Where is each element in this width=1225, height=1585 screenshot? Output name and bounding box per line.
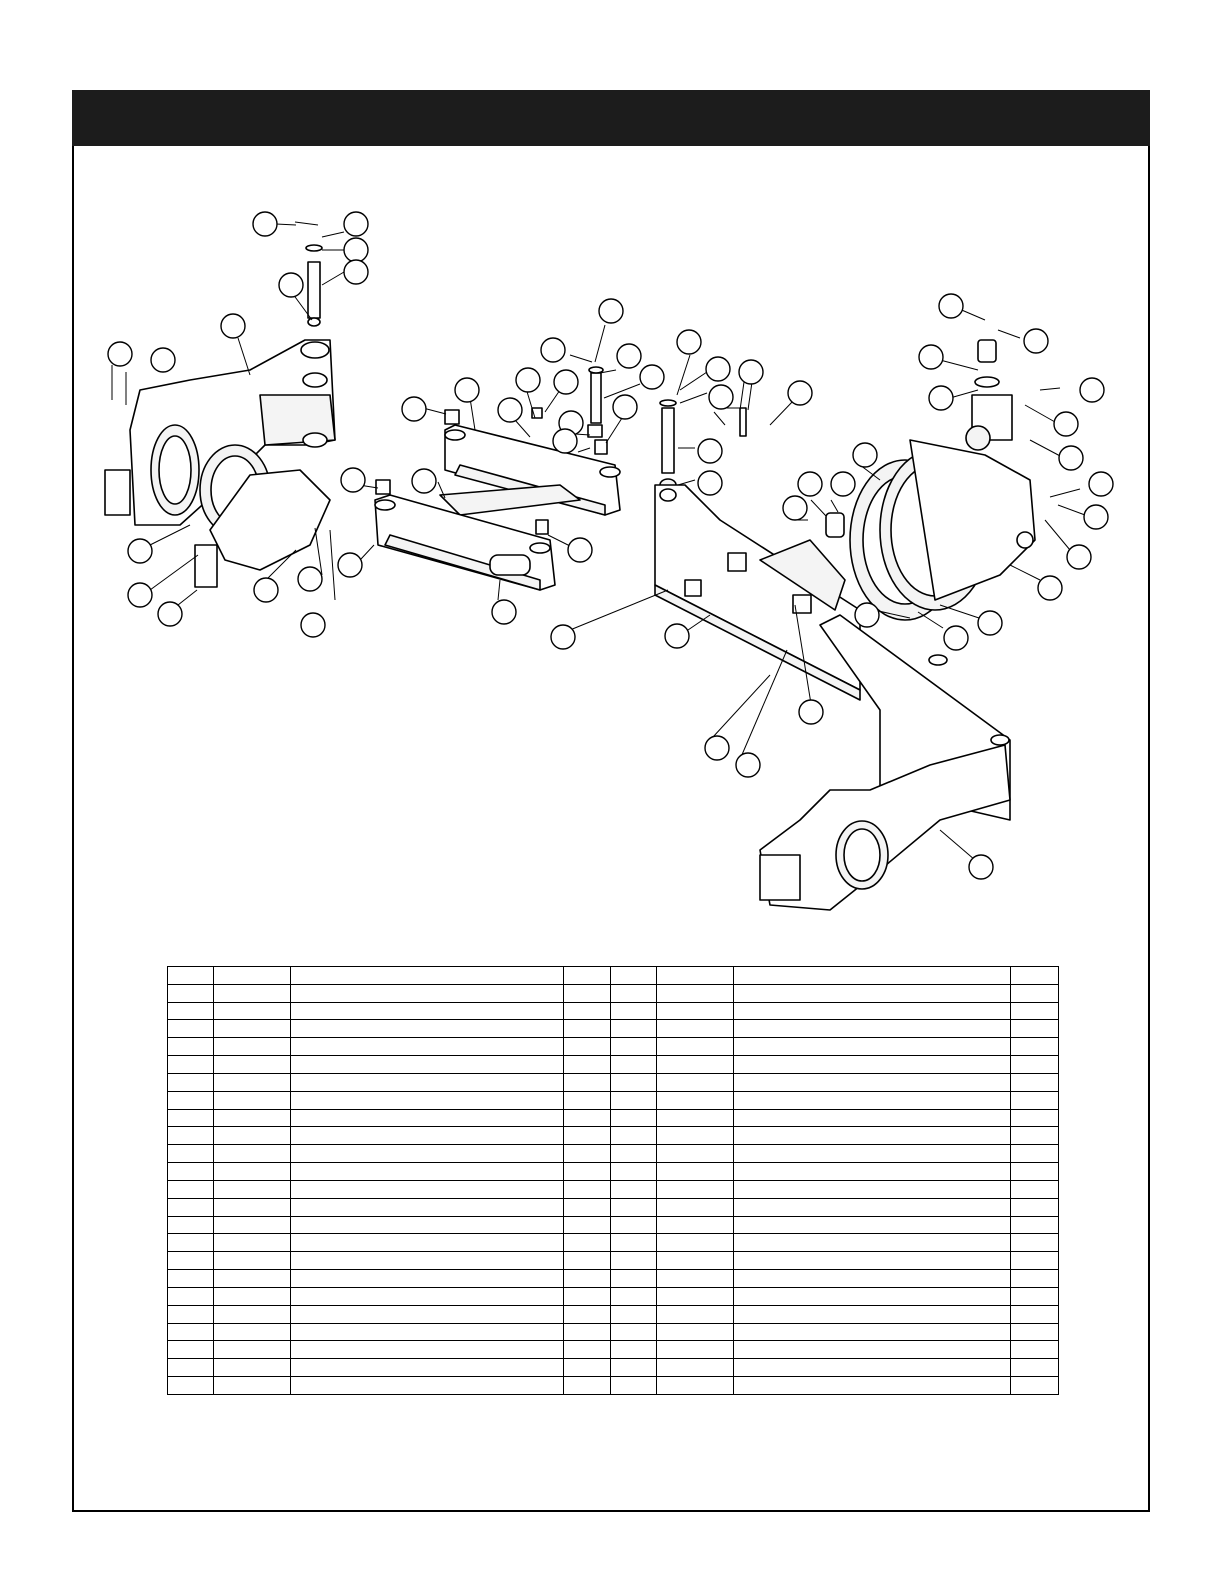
table-cell	[291, 1020, 564, 1038]
table-row	[168, 1163, 1059, 1181]
table-cell	[564, 1287, 611, 1305]
table-cell	[291, 1305, 564, 1323]
table-cell	[657, 1020, 734, 1038]
table-cell	[611, 1216, 657, 1234]
table-cell	[611, 1377, 657, 1395]
table-row	[168, 1002, 1059, 1020]
table-cell	[734, 1359, 1011, 1377]
table-cell	[657, 1270, 734, 1288]
table-cell	[168, 1073, 214, 1091]
table-cell	[214, 1252, 291, 1270]
table-cell	[564, 1359, 611, 1377]
table-cell	[168, 1038, 214, 1056]
table-cell	[657, 1234, 734, 1252]
table-cell	[611, 1145, 657, 1163]
table-cell	[168, 1091, 214, 1109]
table-row	[168, 1216, 1059, 1234]
table-cell	[1011, 1305, 1059, 1323]
table-cell	[168, 1002, 214, 1020]
table-cell	[168, 1145, 214, 1163]
table-cell	[1011, 1056, 1059, 1074]
table-cell	[168, 1359, 214, 1377]
table-cell	[1011, 1234, 1059, 1252]
table-row	[168, 1020, 1059, 1038]
table-cell	[214, 1002, 291, 1020]
table-cell	[291, 1216, 564, 1234]
table-cell	[1011, 1341, 1059, 1359]
table-cell	[291, 1359, 564, 1377]
table-row	[168, 1323, 1059, 1341]
table-cell	[657, 1287, 734, 1305]
table-cell	[657, 1002, 734, 1020]
table-cell	[734, 1216, 1011, 1234]
table-row	[168, 1234, 1059, 1252]
table-row	[168, 1252, 1059, 1270]
table-cell	[611, 1198, 657, 1216]
table-cell	[564, 1163, 611, 1181]
table-cell	[214, 1073, 291, 1091]
table-row	[168, 1127, 1059, 1145]
rotator-assembly	[826, 340, 1080, 620]
table-header-cell	[734, 967, 1011, 985]
table-cell	[1011, 1163, 1059, 1181]
table-cell	[564, 1056, 611, 1074]
table-cell	[1011, 1216, 1059, 1234]
table-cell	[291, 984, 564, 1002]
table-cell	[291, 1038, 564, 1056]
table-cell	[1011, 1198, 1059, 1216]
table-cell	[291, 1145, 564, 1163]
table-cell	[564, 1127, 611, 1145]
table-cell	[734, 1234, 1011, 1252]
table-cell	[611, 1305, 657, 1323]
table-row	[168, 1073, 1059, 1091]
table-cell	[564, 1270, 611, 1288]
table-cell	[657, 984, 734, 1002]
table-cell	[214, 1305, 291, 1323]
table-cell	[168, 1163, 214, 1181]
table-cell	[1011, 1038, 1059, 1056]
table-cell	[611, 984, 657, 1002]
table-cell	[657, 1359, 734, 1377]
table-cell	[611, 1002, 657, 1020]
table-cell	[291, 1198, 564, 1216]
table-header-cell	[564, 967, 611, 985]
table-cell	[214, 1163, 291, 1181]
table-cell	[611, 1091, 657, 1109]
table-cell	[214, 1323, 291, 1341]
table-cell	[1011, 1073, 1059, 1091]
table-cell	[657, 1145, 734, 1163]
table-cell	[611, 1073, 657, 1091]
table-cell	[611, 1056, 657, 1074]
table-cell	[214, 1216, 291, 1234]
table-row	[168, 1270, 1059, 1288]
table-cell	[564, 1020, 611, 1038]
table-cell	[168, 1287, 214, 1305]
table-cell	[657, 1216, 734, 1234]
table-cell	[734, 1341, 1011, 1359]
table-row	[168, 1038, 1059, 1056]
table-cell	[734, 1091, 1011, 1109]
table-cell	[214, 1109, 291, 1127]
table-cell	[611, 1127, 657, 1145]
table-cell	[1011, 1252, 1059, 1270]
table-cell	[657, 1198, 734, 1216]
table-cell	[214, 1020, 291, 1038]
table-header-cell	[657, 967, 734, 985]
table-cell	[214, 1341, 291, 1359]
table-cell	[657, 1109, 734, 1127]
table-cell	[291, 1341, 564, 1359]
table-cell	[214, 1198, 291, 1216]
table-cell	[734, 1056, 1011, 1074]
table-cell	[564, 1252, 611, 1270]
table-cell	[734, 1038, 1011, 1056]
parts-list-table	[167, 966, 1059, 1395]
table-cell	[734, 1020, 1011, 1038]
table-cell	[611, 1020, 657, 1038]
table-cell	[291, 1109, 564, 1127]
table-header-cell	[291, 967, 564, 985]
table-cell	[564, 1377, 611, 1395]
table-cell	[291, 1180, 564, 1198]
table-cell	[168, 1341, 214, 1359]
table-cell	[168, 1252, 214, 1270]
table-cell	[168, 1127, 214, 1145]
table-cell	[1011, 984, 1059, 1002]
table-cell	[168, 1109, 214, 1127]
table-cell	[1011, 1127, 1059, 1145]
table-cell	[214, 1287, 291, 1305]
table-cell	[564, 1038, 611, 1056]
table-cell	[291, 1323, 564, 1341]
table-cell	[657, 1091, 734, 1109]
table-cell	[1011, 1109, 1059, 1127]
table-cell	[214, 1377, 291, 1395]
table-cell	[291, 1163, 564, 1181]
table-cell	[657, 1163, 734, 1181]
table-cell	[168, 1377, 214, 1395]
table-cell	[657, 1252, 734, 1270]
table-row	[168, 1341, 1059, 1359]
table-row	[168, 1287, 1059, 1305]
table-header-cell	[214, 967, 291, 985]
table-cell	[214, 1234, 291, 1252]
table-cell	[564, 1305, 611, 1323]
table-cell	[1011, 1287, 1059, 1305]
table-row	[168, 1377, 1059, 1395]
table-cell	[657, 1056, 734, 1074]
table-row	[168, 1091, 1059, 1109]
table-cell	[291, 1377, 564, 1395]
upper-link-assembly	[440, 408, 620, 515]
table-cell	[734, 1073, 1011, 1091]
table-cell	[291, 1091, 564, 1109]
table-cell	[564, 1216, 611, 1234]
table-cell	[168, 984, 214, 1002]
table-cell	[564, 1002, 611, 1020]
table-cell	[734, 1109, 1011, 1127]
table-row	[168, 1109, 1059, 1127]
table-cell	[657, 1127, 734, 1145]
table-cell	[291, 1056, 564, 1074]
table-cell	[1011, 1270, 1059, 1288]
table-row	[168, 1359, 1059, 1377]
table-cell	[168, 1270, 214, 1288]
table-cell	[291, 1252, 564, 1270]
table-cell	[168, 1198, 214, 1216]
table-cell	[611, 1287, 657, 1305]
table-cell	[611, 1359, 657, 1377]
table-cell	[564, 1341, 611, 1359]
table-header-cell	[168, 967, 214, 985]
table-header-cell	[1011, 967, 1059, 985]
table-cell	[168, 1056, 214, 1074]
table-cell	[564, 1198, 611, 1216]
table-cell	[168, 1305, 214, 1323]
table-cell	[611, 1252, 657, 1270]
table-row	[168, 1145, 1059, 1163]
table-cell	[657, 1323, 734, 1341]
table-cell	[657, 1180, 734, 1198]
table-header-row	[168, 967, 1059, 985]
table-cell	[214, 1091, 291, 1109]
table-cell	[657, 1377, 734, 1395]
table-cell	[214, 1180, 291, 1198]
table-cell	[564, 1073, 611, 1091]
table-row	[168, 1056, 1059, 1074]
table-cell	[1011, 1091, 1059, 1109]
table-cell	[168, 1234, 214, 1252]
table-cell	[611, 1341, 657, 1359]
table-cell	[214, 1359, 291, 1377]
table-cell	[1011, 1359, 1059, 1377]
table-cell	[657, 1073, 734, 1091]
table-cell	[168, 1020, 214, 1038]
table-cell	[214, 1270, 291, 1288]
table-cell	[291, 1287, 564, 1305]
table-cell	[168, 1180, 214, 1198]
table-cell	[564, 1323, 611, 1341]
table-cell	[611, 1109, 657, 1127]
table-cell	[214, 1145, 291, 1163]
table-cell	[734, 1323, 1011, 1341]
table-cell	[611, 1323, 657, 1341]
table-cell	[564, 1234, 611, 1252]
table-cell	[564, 1180, 611, 1198]
table-cell	[1011, 1323, 1059, 1341]
table-cell	[657, 1038, 734, 1056]
table-cell	[734, 1163, 1011, 1181]
table-row	[168, 1305, 1059, 1323]
table-cell	[1011, 1020, 1059, 1038]
table-cell	[734, 1270, 1011, 1288]
table-cell	[611, 1180, 657, 1198]
table-cell	[214, 984, 291, 1002]
table-cell	[734, 1377, 1011, 1395]
table-cell	[168, 1216, 214, 1234]
table-cell	[291, 1002, 564, 1020]
table-cell	[734, 1252, 1011, 1270]
table-cell	[564, 984, 611, 1002]
table-row	[168, 1198, 1059, 1216]
table-cell	[734, 1002, 1011, 1020]
table-cell	[291, 1270, 564, 1288]
table-cell	[291, 1127, 564, 1145]
table-cell	[1011, 1145, 1059, 1163]
table-cell	[657, 1305, 734, 1323]
table-cell	[734, 1180, 1011, 1198]
table-cell	[734, 1305, 1011, 1323]
table-cell	[214, 1056, 291, 1074]
table-cell	[657, 1341, 734, 1359]
table-cell	[734, 1145, 1011, 1163]
table-row	[168, 984, 1059, 1002]
table-cell	[734, 984, 1011, 1002]
table-cell	[1011, 1377, 1059, 1395]
table-cell	[564, 1145, 611, 1163]
table-cell	[564, 1109, 611, 1127]
table-cell	[734, 1127, 1011, 1145]
table-cell	[734, 1287, 1011, 1305]
table-cell	[1011, 1002, 1059, 1020]
table-cell	[564, 1091, 611, 1109]
table-cell	[291, 1073, 564, 1091]
table-cell	[291, 1234, 564, 1252]
table-cell	[1011, 1180, 1059, 1198]
table-cell	[214, 1127, 291, 1145]
table-cell	[611, 1038, 657, 1056]
table-cell	[611, 1234, 657, 1252]
table-cell	[611, 1270, 657, 1288]
table-cell	[168, 1323, 214, 1341]
table-cell	[214, 1038, 291, 1056]
table-cell	[611, 1163, 657, 1181]
table-row	[168, 1180, 1059, 1198]
table-cell	[734, 1198, 1011, 1216]
table-header-cell	[611, 967, 657, 985]
